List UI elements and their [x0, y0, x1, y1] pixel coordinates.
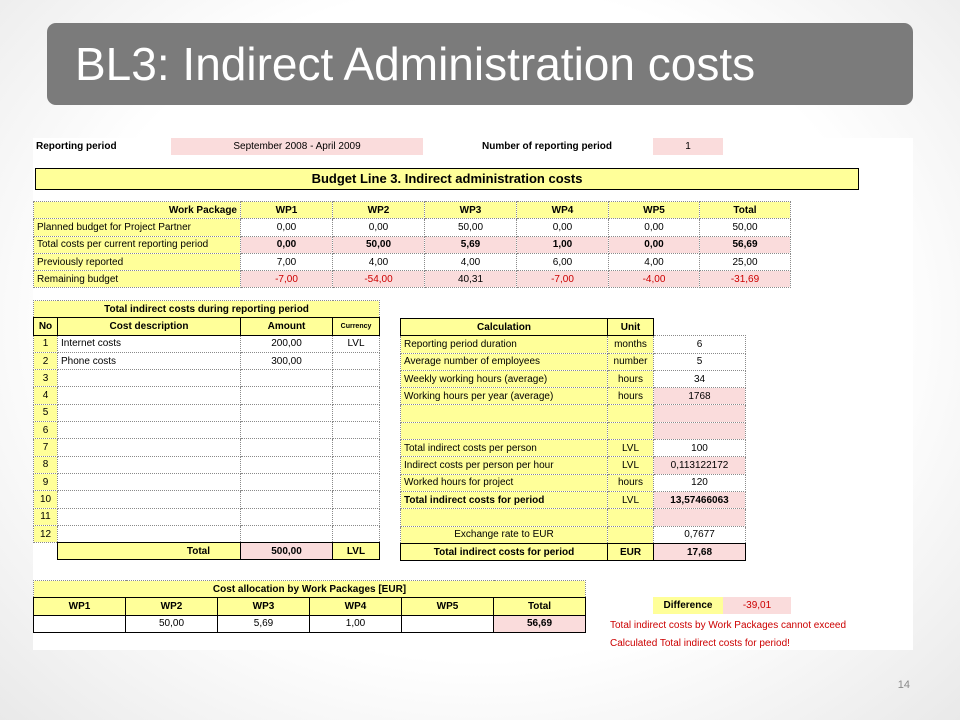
allocation-title: Cost allocation by Work Packages [EUR] — [34, 581, 586, 598]
budget-header-workpackage: Work Package — [34, 202, 241, 219]
allocation-cell[interactable]: 50,00 — [126, 615, 218, 632]
indirect-row-description[interactable] — [58, 456, 241, 473]
indirect-row-number: 7 — [34, 439, 58, 456]
calc-row-unit — [608, 405, 654, 422]
calc-row-value[interactable]: 0,7677 — [654, 526, 746, 543]
spreadsheet-area — [33, 138, 913, 650]
indirect-row-number: 6 — [34, 422, 58, 439]
indirect-row-currency[interactable] — [333, 422, 380, 439]
allocation-header-wp5: WP5 — [402, 598, 494, 615]
indirect-row-amount[interactable]: 300,00 — [241, 352, 333, 369]
indirect-row-number: 11 — [34, 508, 58, 525]
allocation-cell[interactable]: 5,69 — [218, 615, 310, 632]
calc-row — [401, 491, 746, 508]
calc-total-label: Total indirect costs for period — [401, 543, 608, 560]
budget-cell[interactable]: 0,00 — [609, 219, 700, 236]
allocation-cell[interactable]: 1,00 — [310, 615, 402, 632]
indirect-total-row — [34, 543, 380, 560]
indirect-row-amount[interactable] — [241, 439, 333, 456]
indirect-header-row — [34, 318, 380, 335]
calc-row-unit: hours — [608, 388, 654, 405]
calc-rows — [401, 336, 746, 544]
calc-header-unit: Unit — [608, 319, 654, 336]
budget-cell-total: 25,00 — [700, 253, 791, 270]
calc-total-row — [401, 543, 746, 560]
calc-row — [401, 370, 746, 387]
indirect-row-description[interactable] — [58, 491, 241, 508]
calc-row-value — [654, 509, 746, 526]
indirect-total-currency: LVL — [333, 543, 380, 560]
indirect-row-description[interactable] — [58, 422, 241, 439]
calc-total-value: 17,68 — [654, 543, 746, 560]
calc-row-value: 0,113122172 — [654, 457, 746, 474]
calc-row-label: Worked hours for project — [401, 474, 608, 491]
indirect-row-amount[interactable] — [241, 422, 333, 439]
budget-header-wp1: WP1 — [241, 202, 333, 219]
calc-row-value: 1768 — [654, 388, 746, 405]
budget-cell[interactable]: 4,00 — [425, 253, 517, 270]
indirect-row — [34, 370, 380, 387]
budget-row-label: Remaining budget — [34, 271, 241, 288]
calc-row-label: Total indirect costs per person — [401, 440, 608, 457]
budget-row-label: Previously reported — [34, 253, 241, 270]
calc-row — [401, 405, 746, 422]
indirect-row-description[interactable] — [58, 370, 241, 387]
indirect-row-currency[interactable] — [333, 387, 380, 404]
indirect-total-label: Total — [58, 543, 241, 560]
indirect-row-currency[interactable]: LVL — [333, 335, 380, 352]
indirect-row-amount[interactable] — [241, 473, 333, 490]
budget-cell[interactable]: 0,00 — [241, 219, 333, 236]
budget-row-remaining — [34, 271, 791, 288]
indirect-row-number: 2 — [34, 352, 58, 369]
indirect-total-amount: 500,00 — [241, 543, 333, 560]
reporting-number-table — [479, 138, 723, 155]
allocation-cell[interactable] — [402, 615, 494, 632]
budget-cell-total: -31,69 — [700, 271, 791, 288]
calc-row — [401, 474, 746, 491]
indirect-header-desc: Cost description — [58, 318, 241, 335]
budget-row-label: Total costs per current reporting period — [34, 236, 241, 253]
indirect-row — [34, 439, 380, 456]
budget-line-title: Budget Line 3. Indirect administration costs — [35, 168, 859, 190]
indirect-row-number: 3 — [34, 370, 58, 387]
budget-cell: 0,00 — [241, 236, 333, 253]
indirect-row — [34, 352, 380, 369]
budget-header-row — [34, 202, 791, 219]
reporting-period-label: Reporting period — [36, 141, 117, 153]
indirect-header-no: No — [34, 318, 58, 335]
indirect-row — [34, 456, 380, 473]
indirect-row-description[interactable] — [58, 404, 241, 421]
indirect-row-description[interactable] — [58, 508, 241, 525]
calc-row — [401, 457, 746, 474]
indirect-header-amount: Amount — [241, 318, 333, 335]
calc-row-label: Weekly working hours (average) — [401, 370, 608, 387]
difference-value: -39,01 — [723, 597, 791, 614]
indirect-row-currency[interactable] — [333, 525, 380, 542]
allocation-header-wp1: WP1 — [34, 598, 126, 615]
calc-row-unit — [608, 526, 654, 543]
calc-row-label: Indirect costs per person per hour — [401, 457, 608, 474]
indirect-row-currency[interactable] — [333, 508, 380, 525]
indirect-row-description[interactable] — [58, 525, 241, 542]
budget-cell: -7,00 — [241, 271, 333, 288]
warning-line-2: Calculated Total indirect costs for period! — [610, 638, 790, 649]
budget-cell[interactable]: 4,00 — [609, 253, 700, 270]
calc-row-unit: LVL — [608, 457, 654, 474]
budget-row-current — [34, 236, 791, 253]
indirect-row — [34, 422, 380, 439]
indirect-row-currency[interactable] — [333, 352, 380, 369]
calc-row-value: 13,57466063 — [654, 491, 746, 508]
indirect-header-currency: Currency — [333, 318, 380, 335]
budget-table — [33, 201, 791, 288]
page-number: 14 — [897, 679, 910, 691]
budget-header-wp2: WP2 — [333, 202, 425, 219]
budget-header-wp5: WP5 — [609, 202, 700, 219]
calc-row-value[interactable]: 100 — [654, 440, 746, 457]
calc-total-unit: EUR — [608, 543, 654, 560]
calc-row-value — [654, 422, 746, 439]
calc-row-value[interactable]: 120 — [654, 474, 746, 491]
budget-header-wp3: WP3 — [425, 202, 517, 219]
budget-cell: 40,31 — [425, 271, 517, 288]
allocation-cell-total: 56,69 — [494, 615, 586, 632]
calc-header-row — [401, 319, 746, 336]
indirect-row-currency[interactable] — [333, 491, 380, 508]
indirect-row — [34, 335, 380, 352]
reporting-number-value[interactable]: 1 — [653, 138, 723, 155]
calc-row-unit: LVL — [608, 491, 654, 508]
indirect-row-currency[interactable] — [333, 473, 380, 490]
budget-row-label: Planned budget for Project Partner — [34, 219, 241, 236]
reporting-number-label: Number of reporting period — [482, 141, 612, 153]
calc-row-value — [654, 405, 746, 422]
allocation-header-wp2: WP2 — [126, 598, 218, 615]
indirect-row-currency[interactable] — [333, 439, 380, 456]
calc-row-label: Average number of employees — [401, 353, 608, 370]
indirect-row — [34, 387, 380, 404]
budget-cell[interactable]: 0,00 — [333, 219, 425, 236]
calc-row-unit — [608, 509, 654, 526]
budget-cell[interactable]: 7,00 — [241, 253, 333, 270]
calc-header-calculation: Calculation — [401, 319, 608, 336]
indirect-costs-title: Total indirect costs during reporting period — [34, 301, 380, 318]
indirect-row-description[interactable]: Internet costs — [58, 335, 241, 352]
indirect-row — [34, 404, 380, 421]
calc-row-value[interactable]: 5 — [654, 353, 746, 370]
budget-cell: 1,00 — [517, 236, 609, 253]
slide-title: BL3: Indirect Administration costs — [75, 38, 756, 90]
indirect-row-number: 9 — [34, 473, 58, 490]
indirect-total-spacer — [34, 543, 58, 560]
indirect-row-number: 1 — [34, 335, 58, 352]
budget-cell[interactable]: 4,00 — [333, 253, 425, 270]
indirect-row-amount[interactable]: 200,00 — [241, 335, 333, 352]
indirect-row-description[interactable] — [58, 473, 241, 490]
indirect-row — [34, 525, 380, 542]
allocation-header-row — [34, 598, 586, 615]
indirect-row-amount[interactable] — [241, 404, 333, 421]
allocation-header-wp3: WP3 — [218, 598, 310, 615]
calc-row — [401, 526, 746, 543]
indirect-row-description[interactable] — [58, 439, 241, 456]
calc-row-unit: number — [608, 353, 654, 370]
calc-row-unit: LVL — [608, 440, 654, 457]
reporting-period-value[interactable]: September 2008 - April 2009 — [171, 138, 423, 155]
budget-header-total: Total — [700, 202, 791, 219]
calc-row — [401, 336, 746, 353]
indirect-row-amount[interactable] — [241, 387, 333, 404]
indirect-row — [34, 473, 380, 490]
calc-row — [401, 353, 746, 370]
indirect-row-currency[interactable] — [333, 456, 380, 473]
allocation-header-wp4: WP4 — [310, 598, 402, 615]
budget-cell: 5,69 — [425, 236, 517, 253]
indirect-row — [34, 508, 380, 525]
budget-cell: -54,00 — [333, 271, 425, 288]
indirect-rows — [34, 335, 380, 543]
calc-row — [401, 422, 746, 439]
calc-header-spacer — [654, 319, 746, 336]
indirect-row-description[interactable] — [58, 387, 241, 404]
calc-row-label: Working hours per year (average) — [401, 388, 608, 405]
indirect-costs-table — [33, 300, 380, 560]
indirect-row-amount[interactable] — [241, 370, 333, 387]
indirect-row-amount[interactable] — [241, 508, 333, 525]
indirect-row-amount[interactable] — [241, 525, 333, 542]
calc-row — [401, 509, 746, 526]
reporting-period-table — [33, 138, 423, 155]
warning-line-1: Total indirect costs by Work Packages cannot exceed — [610, 620, 847, 631]
allocation-values-row — [34, 615, 586, 632]
difference-label: Difference — [653, 597, 723, 614]
budget-cell[interactable]: 0,00 — [517, 219, 609, 236]
indirect-row-amount[interactable] — [241, 456, 333, 473]
indirect-row-number: 5 — [34, 404, 58, 421]
budget-cell-total: 50,00 — [700, 219, 791, 236]
budget-cell[interactable]: 6,00 — [517, 253, 609, 270]
cost-allocation-table — [33, 580, 586, 633]
calc-row-label: Exchange rate to EUR — [401, 526, 608, 543]
indirect-row-number: 12 — [34, 525, 58, 542]
calc-row-unit: months — [608, 336, 654, 353]
budget-cell: 50,00 — [333, 236, 425, 253]
calc-row-label — [401, 422, 608, 439]
indirect-row-number: 4 — [34, 387, 58, 404]
allocation-cell[interactable] — [34, 615, 126, 632]
calc-row — [401, 440, 746, 457]
budget-cell: -4,00 — [609, 271, 700, 288]
calc-row-label — [401, 405, 608, 422]
calc-row-label: Total indirect costs for period — [401, 491, 608, 508]
budget-row-previous — [34, 253, 791, 270]
calc-row-unit: hours — [608, 474, 654, 491]
budget-row-planned — [34, 219, 791, 236]
indirect-row-currency[interactable] — [333, 404, 380, 421]
indirect-row — [34, 491, 380, 508]
budget-cell[interactable]: 50,00 — [425, 219, 517, 236]
calc-row-unit: hours — [608, 370, 654, 387]
indirect-row-currency[interactable] — [333, 370, 380, 387]
indirect-row-description[interactable]: Phone costs — [58, 352, 241, 369]
budget-cell: 0,00 — [609, 236, 700, 253]
slide-title-bar — [47, 23, 913, 105]
calc-row-value[interactable]: 34 — [654, 370, 746, 387]
calc-row-value[interactable]: 6 — [654, 336, 746, 353]
calculation-table — [400, 318, 746, 561]
allocation-header-total: Total — [494, 598, 586, 615]
budget-cell: -7,00 — [517, 271, 609, 288]
indirect-row-number: 8 — [34, 456, 58, 473]
budget-header-wp4: WP4 — [517, 202, 609, 219]
calc-row — [401, 388, 746, 405]
budget-cell-total: 56,69 — [700, 236, 791, 253]
calc-row-label: Reporting period duration — [401, 336, 608, 353]
indirect-row-amount[interactable] — [241, 491, 333, 508]
calc-row-unit — [608, 422, 654, 439]
calc-row-label — [401, 509, 608, 526]
indirect-row-number: 10 — [34, 491, 58, 508]
